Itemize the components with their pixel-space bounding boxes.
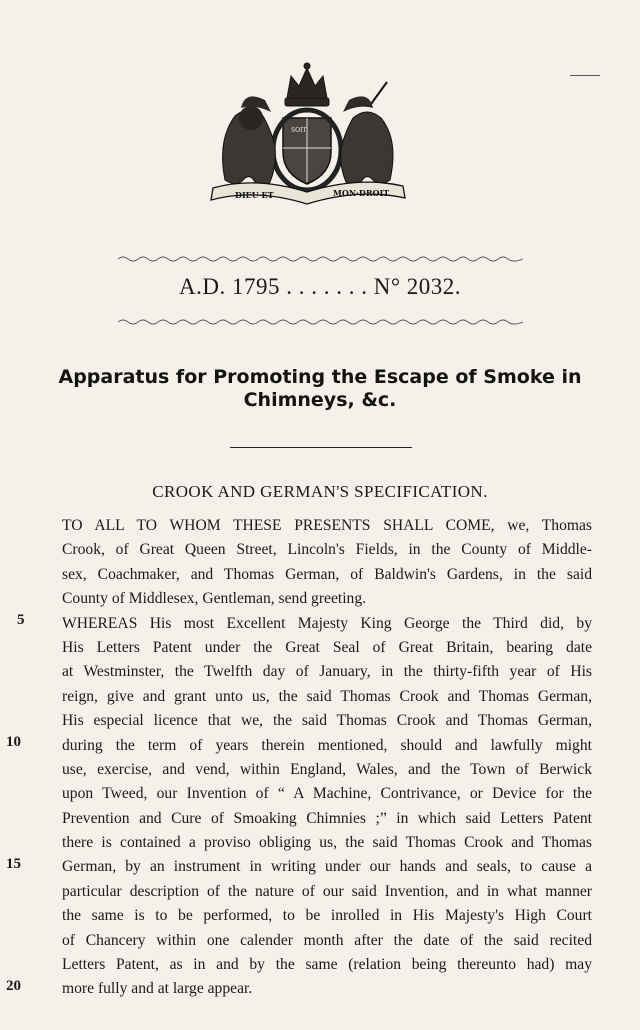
svg-text:DIEU·ET: DIEU·ET: [235, 190, 274, 200]
text-line: at Westminster, the Twelfth day of January, in the thirty-fifth year of His: [62, 663, 592, 681]
svg-text:MON·DROIT: MON·DROIT: [333, 188, 390, 198]
heading-dots: . . . . . . .: [286, 274, 368, 299]
text-line: particular description of the nature of our said Invention, and in what manner: [62, 882, 592, 900]
text-line: County of Middlesex, Gentleman, send greeting.: [62, 590, 367, 608]
text-line: Crook, of Great Queen Street, Lincoln's Fields, in the County of Middle-: [62, 541, 592, 559]
text-line: the same is to be performed, to be inrolled in His Majesty's High Court: [62, 907, 592, 925]
text-line: upon Tweed, our Invention of “ A Machine, Contrivance, or Device for the: [62, 785, 592, 803]
line-number: 15: [6, 855, 21, 872]
royal-coat-of-arms-icon: [205, 60, 410, 208]
text-line: there is contained a proviso obliging us, the said Thomas Crook and Thomas: [62, 834, 592, 852]
title-line-1: Apparatus for Promoting the Escape of Smoke in: [58, 366, 582, 388]
text-line: more fully and at large appear.: [62, 980, 253, 998]
title-line-2: Chimneys, &c.: [243, 389, 397, 411]
document-title: [40, 366, 600, 412]
line-number: 5: [17, 611, 25, 628]
wavy-rule-top: [118, 255, 523, 263]
line-number: 10: [6, 733, 21, 750]
title-divider: [230, 447, 412, 448]
text-line: during the term of years therein mentioned, should and lawfully might: [62, 736, 592, 754]
wavy-rule-bottom: [118, 318, 523, 326]
patent-heading: [0, 274, 640, 300]
text-line: of Chancery within one calender month after the date of the said recited: [62, 931, 592, 949]
line-number: 20: [6, 977, 21, 994]
text-line: German, by an instrument in writing under our hands and seals, to cause a: [62, 858, 592, 876]
text-line: His Letters Patent under the Great Seal of Great Britain, bearing date: [62, 638, 592, 656]
specification-body: [62, 514, 592, 1002]
text-line: use, exercise, and vend, within England, Wales, and the Town of Berwick: [62, 760, 592, 778]
text-line: reign, give and grant unto us, the said Thomas Crook and Thomas German,: [62, 687, 592, 705]
svg-text:SOIT: SOIT: [291, 127, 307, 134]
corner-rule: [570, 75, 600, 76]
patent-number: N° 2032.: [373, 274, 462, 299]
patent-year: A.D. 1795: [178, 274, 280, 299]
text-line: Prevention and Cure of Smoaking Chimnies ;” in which said Letters Patent: [62, 809, 592, 827]
text-line: sex, Coachmaker, and Thomas German, of Baldwin's Gardens, in the said: [62, 565, 592, 583]
specification-heading: CROOK AND GERMAN'S SPECIFICATION.: [152, 482, 488, 501]
text-line: His especial licence that we, the said Thomas Crook and Thomas German,: [62, 712, 592, 730]
text-line: TO ALL TO WHOM THESE PRESENTS SHALL COME, we, Thomas: [62, 517, 592, 534]
text-line: Letters Patent, as in and by the same (relation being thereunto had) may: [62, 956, 592, 974]
text-line: WHEREAS His most Excellent Majesty King George the Third did, by: [62, 614, 592, 632]
